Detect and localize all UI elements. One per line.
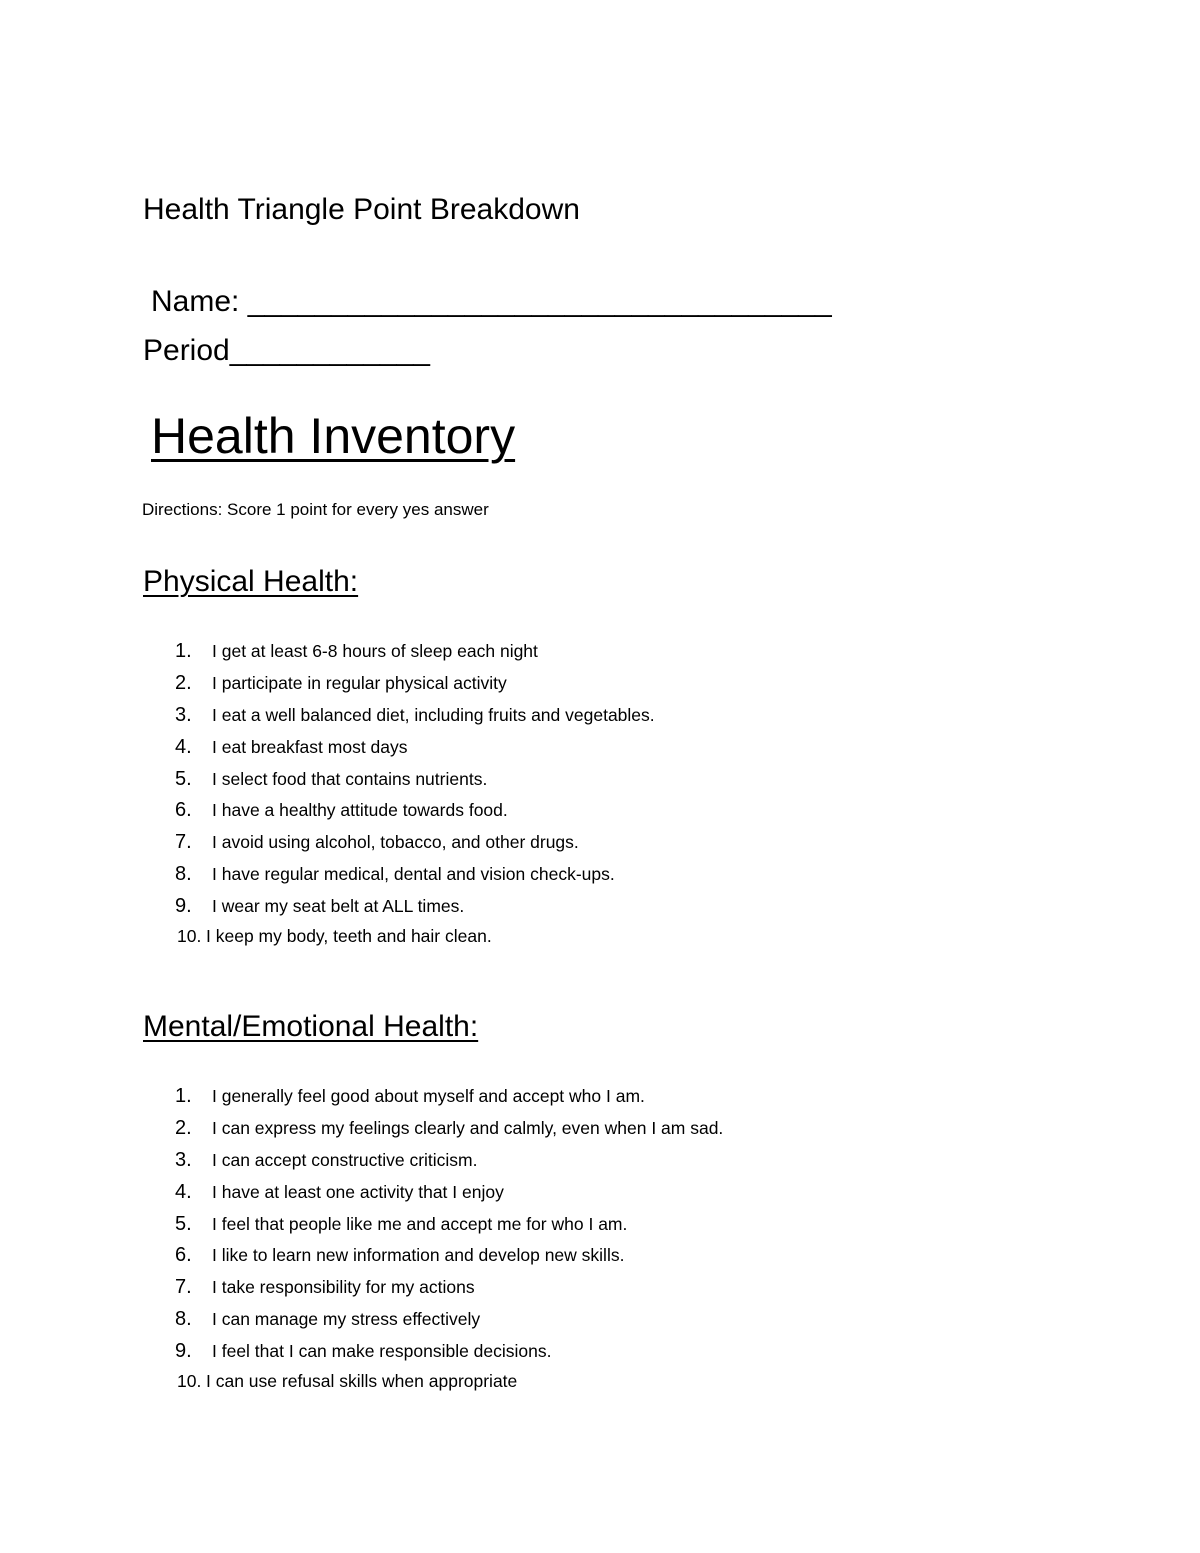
item-number: 1.: [175, 1085, 192, 1107]
item-number: 3.: [175, 1149, 192, 1171]
list-item: [0, 1305, 900, 1333]
item-text: I have regular medical, dental and vision check-ups.: [212, 864, 615, 884]
document-title: Health Triangle Point Breakdown: [143, 193, 580, 226]
item-number: 8.: [175, 1308, 192, 1330]
list-item: [0, 1273, 900, 1301]
mental-emotional-health-heading: Mental/Emotional Health:: [143, 1010, 479, 1043]
item-text: I can manage my stress effectively: [212, 1309, 481, 1329]
item-number: 7.: [175, 831, 192, 853]
list-item: [0, 1210, 900, 1238]
item-number: 3.: [175, 704, 192, 726]
list-item: [0, 765, 900, 793]
list-item: [0, 1241, 900, 1269]
item-number: 1.: [175, 640, 192, 662]
period-field: Period____________: [143, 334, 430, 367]
item-number: 10.: [177, 926, 202, 946]
list-item: [0, 637, 900, 665]
item-text: I eat a well balanced diet, including fruits and vegetables.: [212, 705, 655, 725]
item-text: I generally feel good about myself and accept who I am.: [212, 1086, 645, 1106]
item-text: I eat breakfast most days: [212, 737, 408, 757]
item-text: I select food that contains nutrients.: [212, 769, 488, 789]
item-number: 10.: [177, 1371, 202, 1391]
item-number: 6.: [175, 799, 192, 821]
item-text: I have a healthy attitude towards food.: [212, 800, 508, 820]
item-text: I feel that people like me and accept me for who I am.: [212, 1214, 628, 1234]
item-text: I get at least 6-8 hours of sleep each night: [212, 641, 538, 661]
list-item: [0, 1178, 900, 1206]
health-inventory-title: Health Inventory: [151, 408, 516, 464]
list-item: [0, 733, 900, 761]
item-number: 7.: [175, 1276, 192, 1298]
list-item: [0, 1337, 900, 1365]
item-number: 5.: [175, 1213, 192, 1235]
item-text: I keep my body, teeth and hair clean.: [206, 926, 492, 946]
item-text: I feel that I can make responsible decisions.: [212, 1341, 552, 1361]
list-item: [0, 796, 900, 824]
list-item: [0, 1146, 900, 1174]
list-item: [0, 860, 900, 888]
item-number: 2.: [175, 1117, 192, 1139]
item-number: 9.: [175, 895, 192, 917]
directions-text: Directions: Score 1 point for every yes answer: [142, 500, 489, 519]
list-item: [0, 828, 900, 856]
item-number: 4.: [175, 736, 192, 758]
list-item: [0, 701, 900, 729]
name-field: Name: ___________________________________: [151, 285, 832, 318]
list-item: [0, 1114, 900, 1142]
item-text: I can express my feelings clearly and calmly, even when I am sad.: [212, 1118, 724, 1138]
item-text: I participate in regular physical activity: [212, 673, 507, 693]
list-item: [0, 1367, 900, 1395]
list-item: [0, 922, 900, 950]
item-text: I can accept constructive criticism.: [212, 1150, 478, 1170]
list-item: [0, 669, 900, 697]
item-text: I have at least one activity that I enjoy: [212, 1182, 504, 1202]
item-number: 9.: [175, 1340, 192, 1362]
item-text: I can use refusal skills when appropriate: [206, 1371, 518, 1391]
list-item: [0, 1082, 900, 1110]
item-number: 2.: [175, 672, 192, 694]
item-text: I avoid using alcohol, tobacco, and other drugs.: [212, 832, 579, 852]
item-text: I wear my seat belt at ALL times.: [212, 896, 465, 916]
item-text: I take responsibility for my actions: [212, 1277, 475, 1297]
item-number: 6.: [175, 1244, 192, 1266]
physical-health-heading: Physical Health:: [143, 565, 359, 598]
item-number: 8.: [175, 863, 192, 885]
list-item: [0, 892, 900, 920]
item-number: 5.: [175, 768, 192, 790]
item-text: I like to learn new information and develop new skills.: [212, 1245, 625, 1265]
item-number: 4.: [175, 1181, 192, 1203]
